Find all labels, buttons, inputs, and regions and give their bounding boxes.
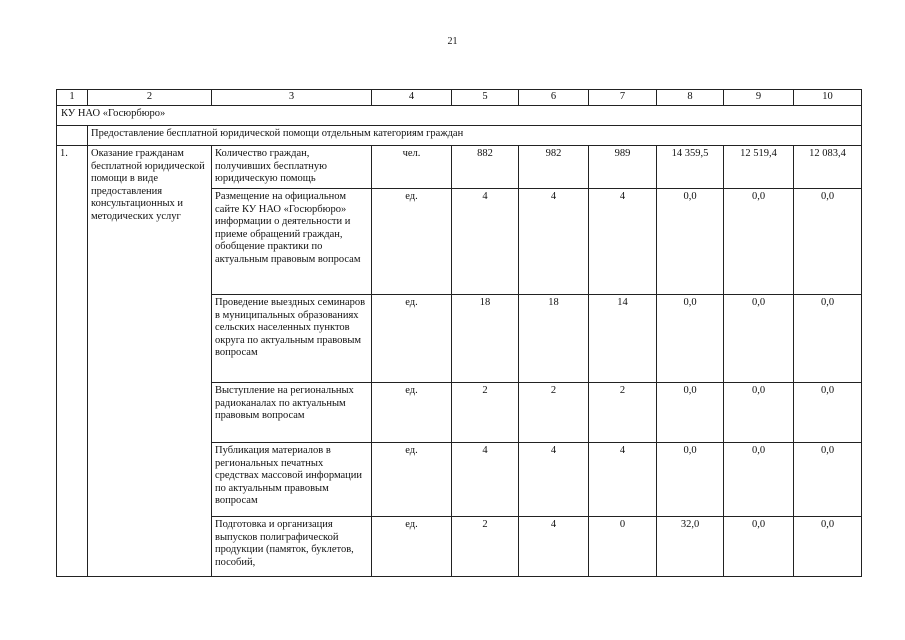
col-header: 4 bbox=[372, 90, 452, 106]
unit-cell: ед. bbox=[372, 443, 452, 517]
value-cell: 882 bbox=[452, 146, 519, 189]
col-header: 5 bbox=[452, 90, 519, 106]
value-cell: 4 bbox=[519, 189, 589, 295]
col-header: 9 bbox=[724, 90, 794, 106]
indicator-cell: Проведение выездных семинаров в муниципальных образованиях сельских населенных пунктов округа по актуальным правовым вопросам bbox=[212, 295, 372, 383]
value-cell: 0,0 bbox=[794, 517, 862, 577]
value-cell: 0,0 bbox=[724, 295, 794, 383]
value-cell: 989 bbox=[589, 146, 657, 189]
section-row bbox=[57, 126, 862, 146]
unit-cell: ед. bbox=[372, 189, 452, 295]
value-cell: 14 359,5 bbox=[657, 146, 724, 189]
indicator-cell: Выступление на региональных радиоканалах по актуальным правовым вопросам bbox=[212, 383, 372, 443]
indicator-cell: Размещение на официальном сайте КУ НАО «Госюрбюро» информации о деятельности и приеме обращений граждан, обобщение практики по актуальным правовым вопросам bbox=[212, 189, 372, 295]
indicator-cell: Подготовка и организация выпусков полиграфической продукции (памяток, буклетов, пособий, bbox=[212, 517, 372, 577]
value-cell: 0,0 bbox=[657, 295, 724, 383]
value-cell: 4 bbox=[589, 443, 657, 517]
section-blank-cell bbox=[57, 126, 88, 146]
unit-cell: ед. bbox=[372, 383, 452, 443]
unit-cell: ед. bbox=[372, 517, 452, 577]
value-cell: 4 bbox=[452, 443, 519, 517]
unit-cell: ед. bbox=[372, 295, 452, 383]
value-cell: 0,0 bbox=[724, 443, 794, 517]
value-cell: 4 bbox=[452, 189, 519, 295]
item-number: 1. bbox=[57, 146, 88, 577]
value-cell: 982 bbox=[519, 146, 589, 189]
value-cell: 0,0 bbox=[657, 443, 724, 517]
organization-row bbox=[57, 106, 862, 126]
unit-cell: чел. bbox=[372, 146, 452, 189]
section-title: Предоставление бесплатной юридической помощи отдельным категориям граждан bbox=[88, 126, 862, 146]
value-cell: 0,0 bbox=[794, 295, 862, 383]
value-cell: 0,0 bbox=[794, 383, 862, 443]
col-header: 6 bbox=[519, 90, 589, 106]
col-header: 8 bbox=[657, 90, 724, 106]
value-cell: 4 bbox=[519, 443, 589, 517]
value-cell: 2 bbox=[452, 383, 519, 443]
col-header: 7 bbox=[589, 90, 657, 106]
value-cell: 0,0 bbox=[724, 383, 794, 443]
value-cell: 4 bbox=[519, 517, 589, 577]
col-header: 10 bbox=[794, 90, 862, 106]
column-number-row bbox=[57, 90, 862, 106]
col-header: 1 bbox=[57, 90, 88, 106]
value-cell: 0,0 bbox=[724, 189, 794, 295]
value-cell: 2 bbox=[452, 517, 519, 577]
indicator-cell: Публикация материалов в региональных печатных средствах массовой информации по актуальным правовым вопросам bbox=[212, 443, 372, 517]
col-header: 2 bbox=[88, 90, 212, 106]
value-cell: 0,0 bbox=[794, 189, 862, 295]
organization-name: КУ НАО «Госюрбюро» bbox=[57, 106, 862, 126]
value-cell: 0,0 bbox=[724, 517, 794, 577]
value-cell: 2 bbox=[519, 383, 589, 443]
value-cell: 0,0 bbox=[657, 189, 724, 295]
value-cell: 0,0 bbox=[794, 443, 862, 517]
value-cell: 0,0 bbox=[657, 383, 724, 443]
table-row bbox=[57, 146, 862, 189]
value-cell: 12 519,4 bbox=[724, 146, 794, 189]
value-cell: 12 083,4 bbox=[794, 146, 862, 189]
value-cell: 18 bbox=[452, 295, 519, 383]
col-header: 3 bbox=[212, 90, 372, 106]
indicators-table bbox=[56, 89, 862, 577]
value-cell: 2 bbox=[589, 383, 657, 443]
value-cell: 4 bbox=[589, 189, 657, 295]
value-cell: 18 bbox=[519, 295, 589, 383]
value-cell: 14 bbox=[589, 295, 657, 383]
page-number: 21 bbox=[447, 36, 458, 47]
item-name: Оказание гражданам бесплатной юридической помощи в виде предоставления консультационных и методических услуг bbox=[88, 146, 212, 577]
indicator-cell: Количество граждан, получивших бесплатную юридическую помощь bbox=[212, 146, 372, 189]
value-cell: 0 bbox=[589, 517, 657, 577]
value-cell: 32,0 bbox=[657, 517, 724, 577]
